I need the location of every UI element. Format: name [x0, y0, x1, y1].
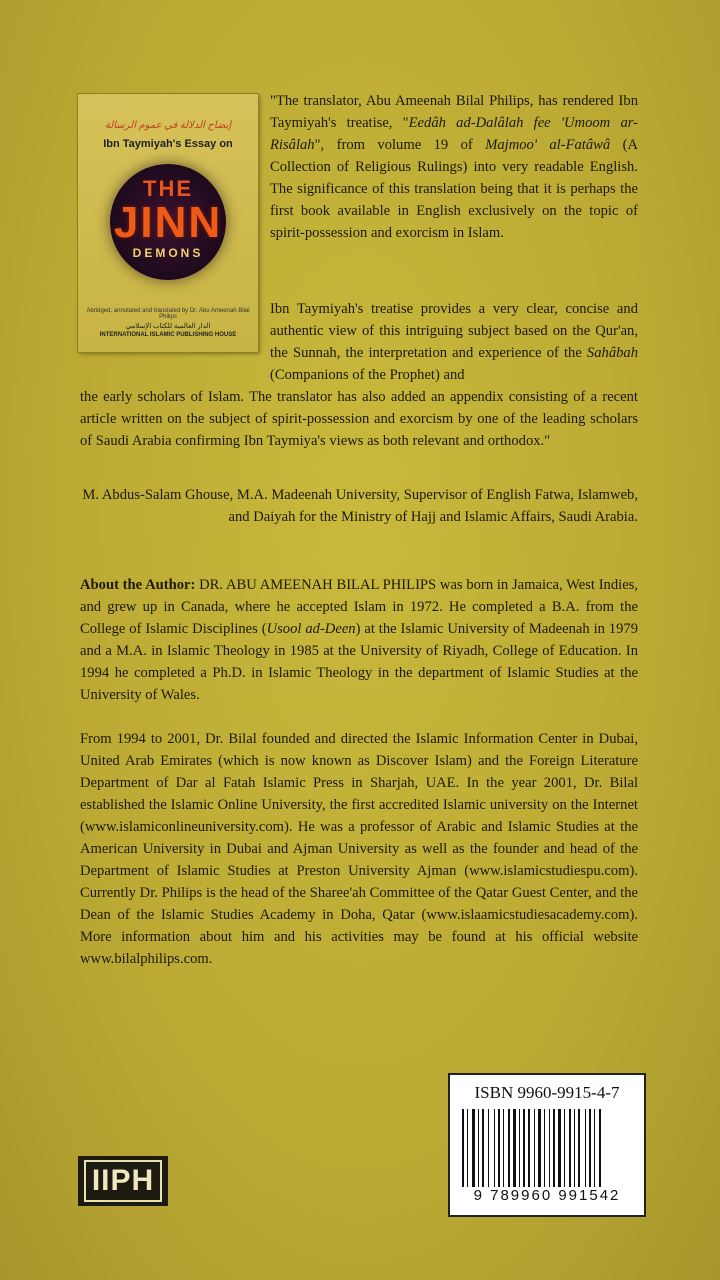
book-cover-thumbnail	[78, 94, 258, 352]
thumbnail-demons: DEMONS	[132, 246, 204, 260]
thumbnail-publisher-arabic: الدار العالمية للكتاب الإسلامي	[125, 322, 211, 330]
treatise-text-2: (Companions of the Prophet) and	[270, 367, 465, 383]
sahabah-term: Sahâbah	[586, 345, 638, 361]
treatise-title: Eedâh ad-Dalâlah fee 'Umoom ar-Risâlah	[270, 115, 638, 153]
about-text-1: DR. ABU AMEENAH BILAL PHILIPS was born in Jamaica, West Indies, and grew up in Canada, where he accepted Islam in 1972. He completed a B.A. from the College of Islamic Disciplines (	[80, 577, 639, 637]
isbn-number: ISBN 9960-9915-4-7	[474, 1083, 620, 1102]
publisher-logo	[78, 1156, 168, 1206]
quote-text-2: ", from volume 19 of	[314, 137, 486, 153]
usool-term: Usool ad-Deen	[266, 621, 356, 637]
treatise-paragraph-bottom: the early scholars of Islam. The translator has also added an appendix consisting of a recent article written on the subject of spirit-possession and exorcism by one of the leading scholars of Saudi Arabia confirming Ibn Taymiya's views as both relevant and orthodox."	[80, 389, 638, 449]
treatise-paragraph-top	[270, 298, 638, 386]
quote-text-3: (A Collection of Religious Rulings) into very readable English. The significance of this translation being that it is perhaps the first book available in English exclusively on the topic of spirit-possession and exorcism in Islam.	[270, 137, 638, 241]
treatise-text-1: Ibn Taymiyah's treatise provides a very clear, concise and authentic view of this intriguing subject based on the Qur'an, the Sunnah, the interpretation and experience of the	[270, 301, 638, 361]
review-attribution: M. Abdus-Salam Ghouse, M.A. Madeenah University, Supervisor of English Fatwa, Islamweb, and Daiyah for the Ministry of Hajj and Islamic Affairs, Saudi Arabia.	[82, 487, 638, 525]
thumbnail-arabic-title: إيضاح الدلالة في عموم الرسالة	[104, 120, 232, 131]
thumbnail-series-title: Ibn Taymiyah's Essay on	[103, 138, 233, 150]
thumbnail-the: THE	[143, 176, 193, 201]
thumbnail-publisher: INTERNATIONAL ISLAMIC PUBLISHING HOUSE	[99, 332, 237, 338]
barcode-number: 9 789960 991542	[473, 1187, 621, 1204]
about-text-2: ) at the Islamic University of Madeenah in 1979 and a M.A. in Islamic Theology in 1985 at the University of Riyadh, College of Education. In 1994 he completed a Ph.D. in Islamic Theology in the department of Islamic Studies at the University of Wales.	[80, 621, 638, 703]
isbn-barcode-box	[448, 1073, 646, 1217]
about-author-heading: About the Author:	[80, 577, 196, 593]
review-quote	[270, 90, 638, 244]
career-paragraph: From 1994 to 2001, Dr. Bilal founded and directed the Islamic Information Center in Dubai, United Arab Emirates (which is now known as Discover Islam) and the Foreign Literature Department of Dar al Fatah Islamic Press in Sharjah, UAE. In the year 2001, Dr. Bilal established the Islamic Online University, the first accredited Islamic university on the Internet (www.islamiconlineuniversity.com). He was a professor of Arabic and Islamic Studies at the American University in Dubai and Ajman University as well as the founder and head of the Department of Islamic Studies at Preston University Ajman (www.islamicstudiespu.com). Currently Dr. Philips is the head of the Sharee'ah Committee of the Qatar Guest Center, and the Dean of the Islamic Studies Academy in Doha, Qatar (www.islaamicstudiesacademy.com). More information about him and his activities may be found at his official website www.bilalphilips.com.	[80, 731, 638, 967]
thumbnail-jinn: JINN	[113, 198, 223, 247]
majmoo-title: Majmoo' al-Fatâwâ	[485, 137, 611, 153]
about-author-paragraph	[80, 574, 638, 706]
barcode-bars	[462, 1109, 632, 1187]
thumbnail-credit: Abridged, annotated and translated by Dr. Abu Ameenah Bilal Philips	[86, 308, 250, 320]
publisher-logo-text: IIPH	[84, 1160, 162, 1202]
quote-text-1: "The translator, Abu Ameenah Bilal Philips, has rendered Ibn Taymiyah's treatise, "	[270, 93, 638, 131]
